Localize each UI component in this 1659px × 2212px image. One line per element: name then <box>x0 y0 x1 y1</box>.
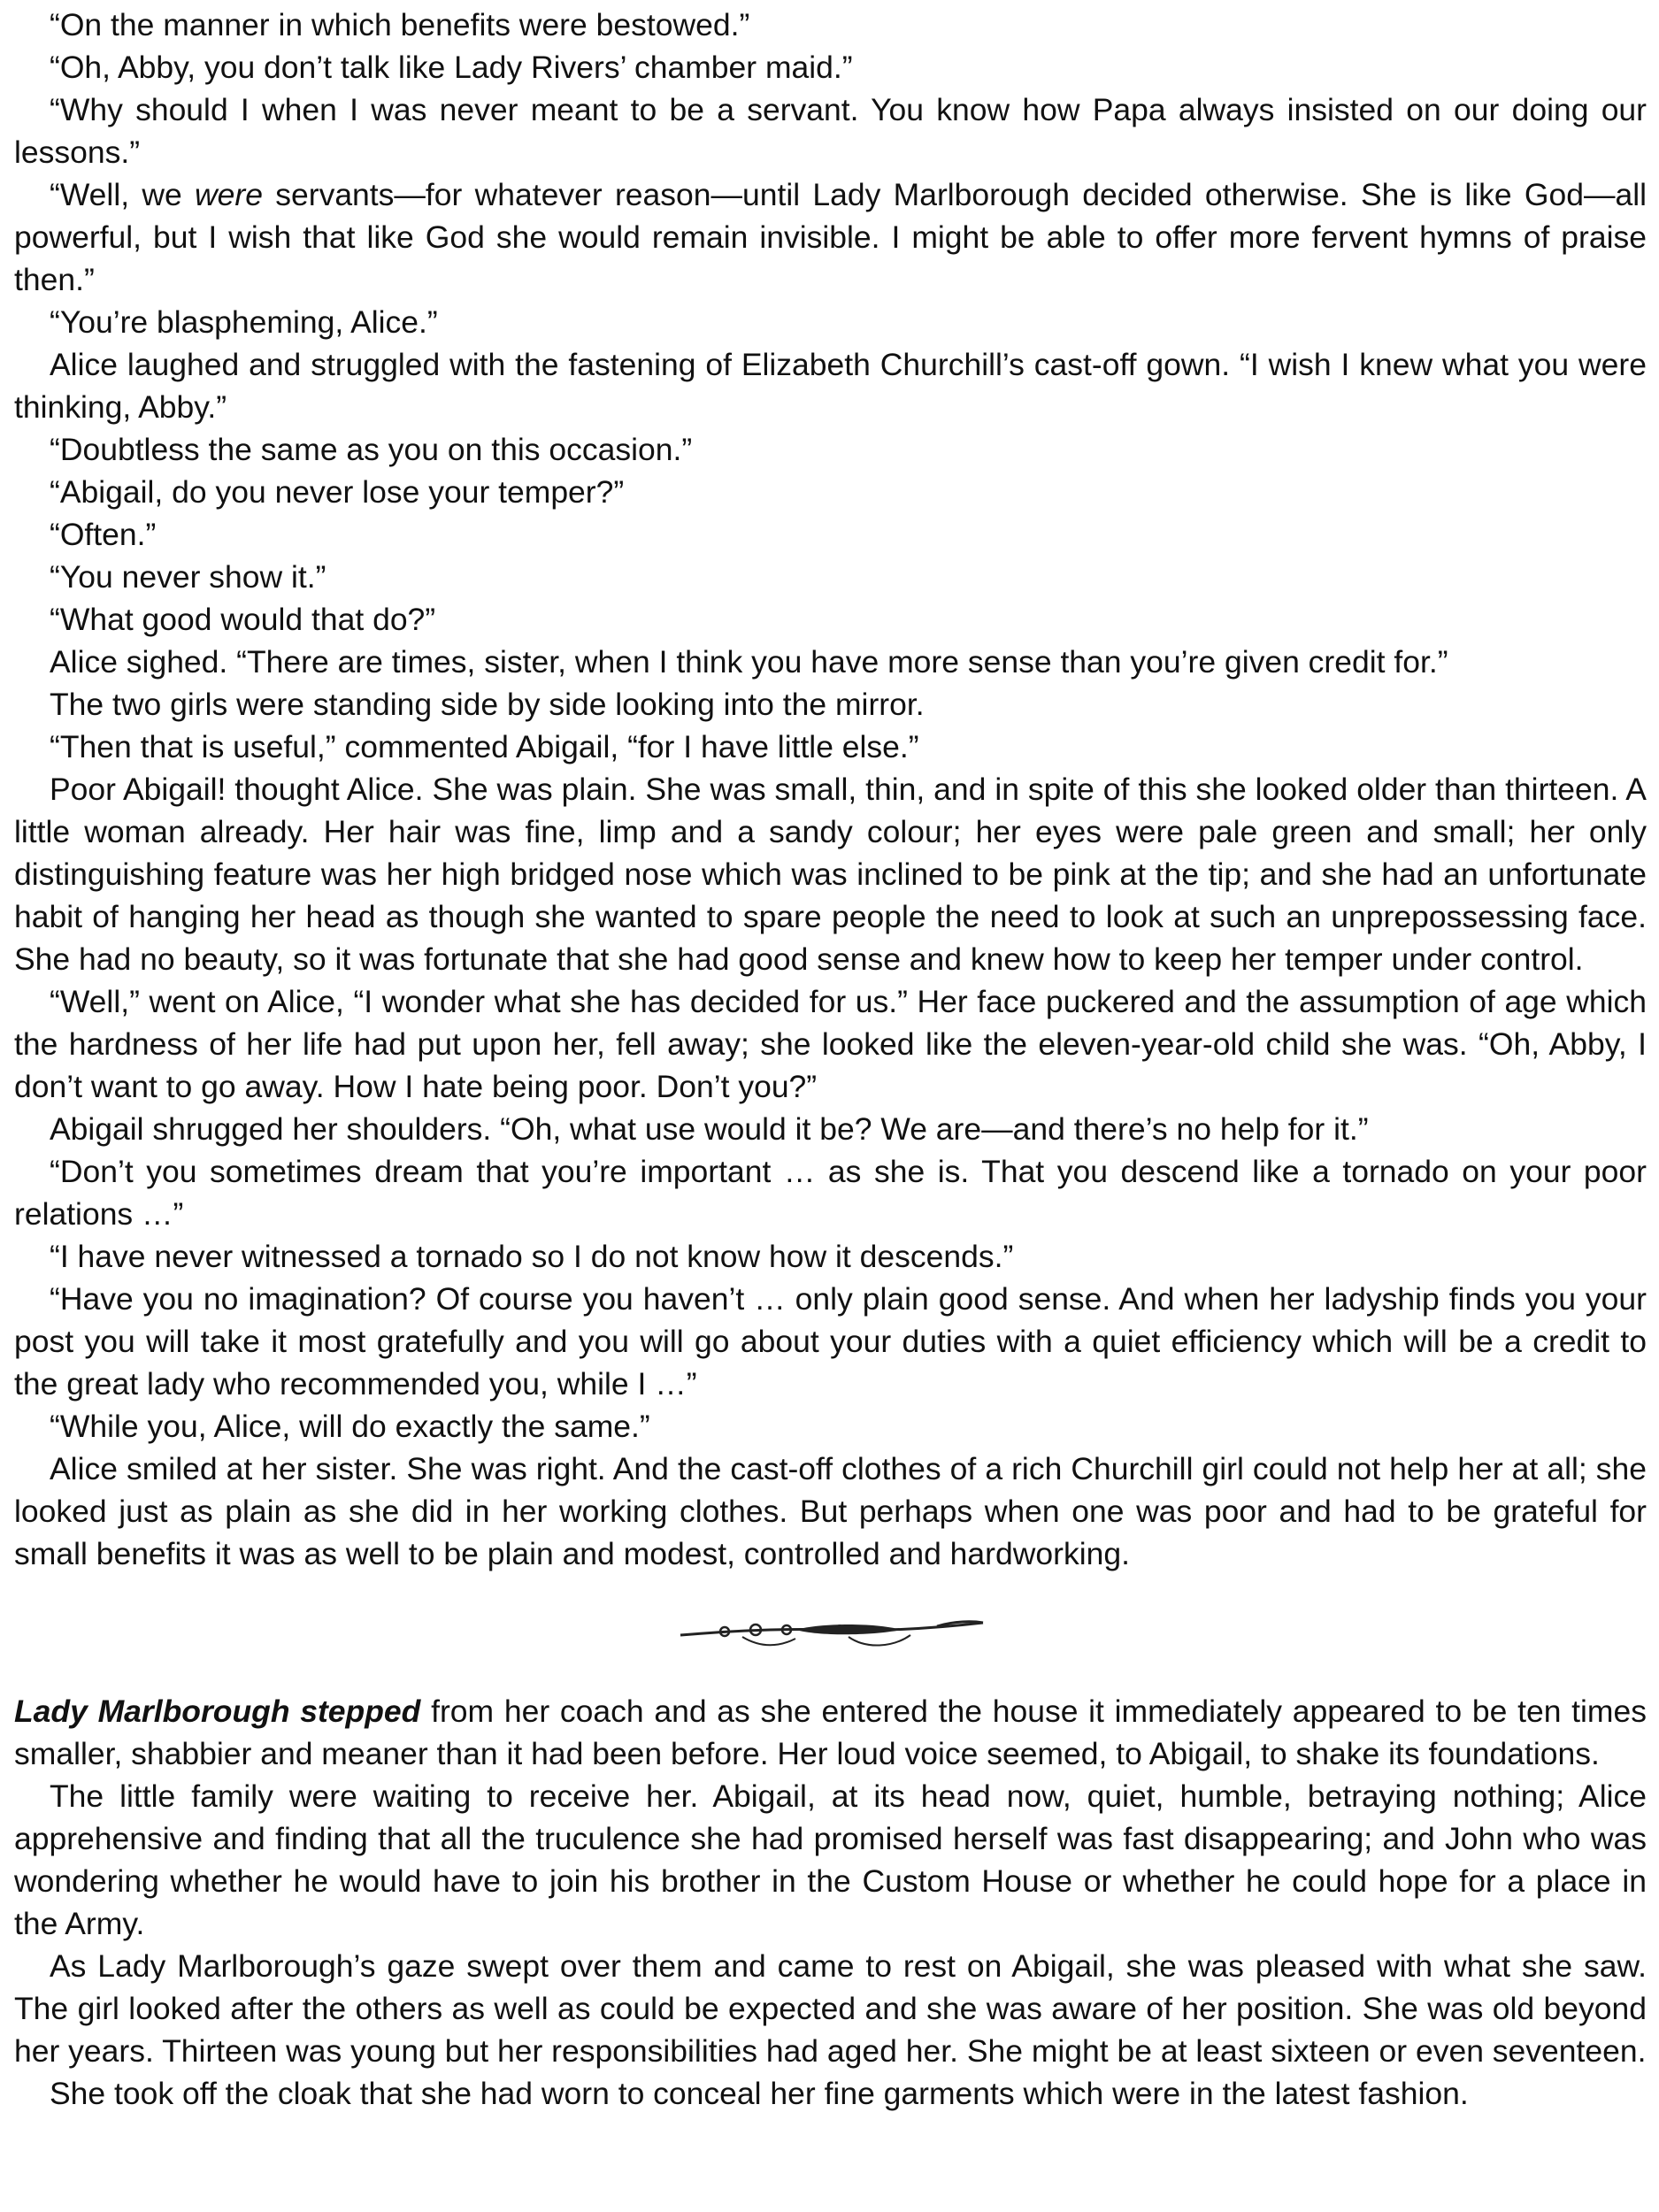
emphasized-word: were <box>195 177 263 212</box>
paragraph: “What good would that do?” <box>50 602 436 637</box>
paragraph: Poor Abigail! thought Alice. She was plain. She was small, thin, and in spite of this she looked older than thirteen. A little woman already. Her hair was fine, limp and a sandy colour; her eyes were pale green and small; her only distinguishing feature was her high bridged nose which was inclined to be pink at the tip; and she had an unfortunate habit of hanging her head as though she wanted to spare people the need to look at such an unprepossessing face. She had no beauty, so it was fortunate that she had good sense and knew how to keep her temper under control. <box>14 772 1647 977</box>
paragraph: Alice laughed and struggled with the fastening of Elizabeth Churchill’s cast-off gown. “I wish I knew what you were thinking, Abby.” <box>14 347 1647 425</box>
paragraph: Abigail shrugged her shoulders. “Oh, what use would it be? We are—and there’s no help for it.” <box>50 1111 1369 1147</box>
paragraph-text: servants—for whatever reason—until Lady Marlborough decided otherwise. She is like God—all powerful, but I wish that like God she would remain invisible. I might be able to offer more fervent hymns of praise then.” <box>14 177 1647 297</box>
paragraph: “While you, Alice, will do exactly the same.” <box>50 1409 650 1444</box>
paragraph: “Oh, Abby, you don’t talk like Lady Rivers’ chamber maid.” <box>50 50 853 85</box>
paragraph: “Then that is useful,” commented Abigail, “for I have little else.” <box>50 729 919 764</box>
section-lead-in: Lady Marlborough stepped <box>14 1694 421 1729</box>
paragraph: “Doubtless the same as you on this occasion.” <box>50 432 693 467</box>
paragraph: “You never show it.” <box>50 559 326 595</box>
paragraph: The little family were waiting to receive her. Abigail, at its head now, quiet, humble, betraying nothing; Alice apprehensive and finding that all the truculence she had promised herself was fast disappearing; and John who was wondering whether he would have to join his brother in the Custom House or whether he could hope for a place in the Army. <box>14 1778 1647 1941</box>
paragraph: “Why should I when I was never meant to be a servant. You know how Papa always insisted on our doing our lessons.” <box>14 92 1647 170</box>
paragraph: “On the manner in which benefits were bestowed.” <box>50 7 750 42</box>
paragraph: The two girls were standing side by side looking into the mirror. <box>50 687 925 722</box>
paragraph: “You’re blaspheming, Alice.” <box>50 304 438 340</box>
section-one <box>14 4 1647 1575</box>
paragraph: Alice smiled at her sister. She was right. And the cast-off clothes of a rich Churchill girl could not help her at all; she looked just as plain as she did in her working clothes. But perhaps when one was poor and had to be grateful for small benefits it was as well to be plain and modest, controlled and hardworking. <box>14 1451 1647 1571</box>
paragraph: “Well,” went on Alice, “I wonder what she has decided for us.” Her face puckered and the assumption of age which the hardness of her life had put upon her, fell away; she looked like the eleven-year-old child she was. “Oh, Abby, I don’t want to go away. How I hate being poor. Don’t you?” <box>14 984 1647 1104</box>
paragraph <box>14 173 1647 301</box>
paragraph: “I have never witnessed a tornado so I do not know how it descends.” <box>50 1239 1014 1274</box>
paragraph: As Lady Marlborough’s gaze swept over them and came to rest on Abigail, she was pleased with what she saw. The girl looked after the others as well as could be expected and she was aware of her position. She was old beyond her years. Thirteen was young but her responsibilities had aged her. She might be at least sixteen or even seventeen. <box>14 1948 1647 2069</box>
scroll-flourish-icon <box>672 1612 990 1655</box>
section-two <box>14 1690 1647 2115</box>
paragraph: “Don’t you sometimes dream that you’re important … as she is. That you descend like a tornado on your poor relations …” <box>14 1154 1647 1232</box>
paragraph: “Often.” <box>50 517 157 552</box>
paragraph-text: “Well, we <box>50 177 196 212</box>
paragraph: She took off the cloak that she had worn to conceal her fine garments which were in the latest fashion. <box>50 2076 1469 2111</box>
paragraph: “Have you no imagination? Of course you haven’t … only plain good sense. And when her ladyship finds you your post you will take it most gratefully and you will go about your duties with a quiet efficiency which will be a credit to the great lady who recommended you, while I …” <box>14 1281 1647 1402</box>
paragraph: Alice sighed. “There are times, sister, when I think you have more sense than you’re given credit for.” <box>50 644 1448 680</box>
paragraph <box>14 1690 1647 1775</box>
paragraph: “Abigail, do you never lose your temper?” <box>50 474 625 510</box>
paragraph-text: from her coach and as she entered the house it immediately appeared to be ten times smaller, shabbier and meaner than it had been before. Her loud voice seemed, to Abigail, to shake its foundations. <box>14 1694 1647 1771</box>
